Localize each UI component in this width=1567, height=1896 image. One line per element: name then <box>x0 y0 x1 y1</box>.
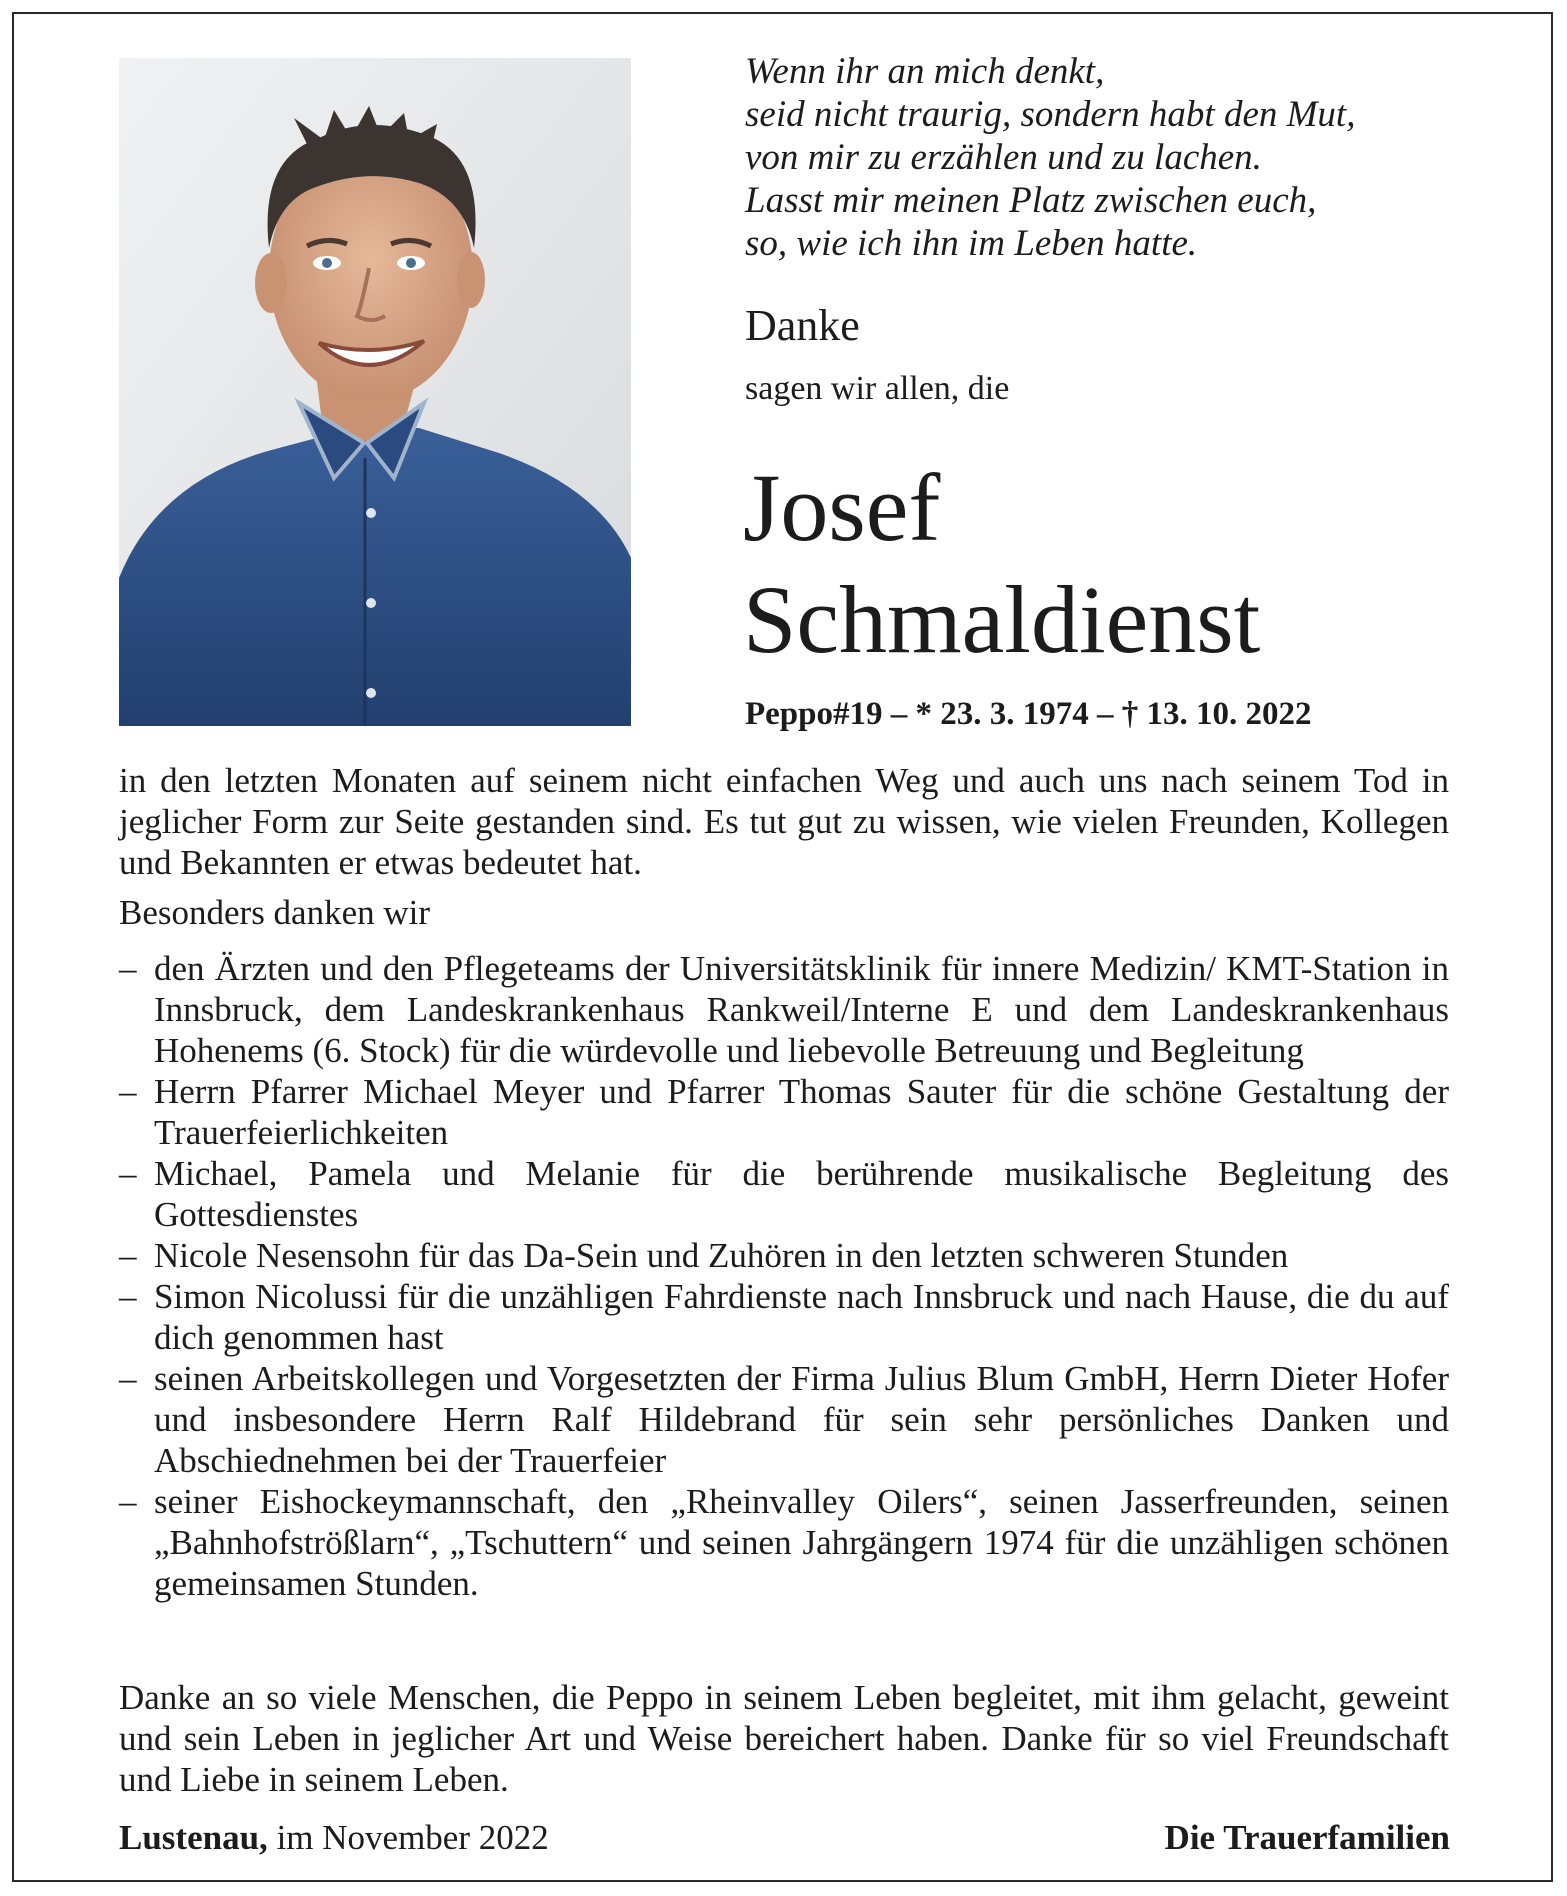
intro-paragraph: in den letzten Monaten auf seinem nicht einfachen Weg und auch uns nach seinem Tod in jeglicher Form zur Seite gestanden sind. Es tut gut zu wissen, wie vielen Freunden, Kollegen und Bekannten er etwas bedeutet hat. <box>119 761 1449 882</box>
footer-signature: Die Trauerfamilien <box>1164 1818 1450 1857</box>
list-item <box>119 948 1449 1071</box>
poem <box>745 50 1525 265</box>
thanks-list <box>119 948 1449 1604</box>
first-name: Josef <box>743 454 941 561</box>
poem-line: Lasst mir meinen Platz zwischen euch, <box>745 180 1317 221</box>
list-item-text: den Ärzten und den Pflegeteams der Universitätsklinik für innere Medizin/ KMT-Station in Innsbruck, dem Landeskrankenhaus Rankweil/Interne E und dem Landeskrankenhaus Hohenems (6. Stock) für die würdevolle und liebevolle Betreuung und Begleitung <box>154 949 1449 1070</box>
list-item <box>119 1071 1449 1153</box>
list-item <box>119 1276 1449 1358</box>
list-item <box>119 1153 1449 1235</box>
list-item-text: Simon Nicolussi für die unzähligen Fahrdienste nach Innsbruck und nach Hause, die du auf dich genommen hast <box>154 1277 1449 1357</box>
poem-line: von mir zu erzählen und zu lachen. <box>745 137 1262 178</box>
outro-paragraph: Danke an so viele Menschen, die Peppo in seinem Leben begleitet, mit ihm gelacht, geweint und sein Leben in jeglicher Art und Weise bereichert haben. Danke für so viel Freundschaft und Liebe in seinem Leben. <box>119 1678 1449 1799</box>
list-item-text: Herrn Pfarrer Michael Meyer und Pfarrer Thomas Sauter für die schöne Gestaltung der Trauerfeierlichkeiten <box>154 1072 1449 1152</box>
poem-line: Wenn ihr an mich denkt, <box>745 51 1105 92</box>
dash: – <box>119 1154 137 1193</box>
list-item <box>119 1235 1449 1276</box>
dash: – <box>119 1359 137 1398</box>
list-item <box>119 1481 1449 1604</box>
sagen-line: sagen wir allen, die <box>745 370 1010 407</box>
footer-place-date <box>119 1818 549 1858</box>
portrait-photo <box>119 58 631 726</box>
dash: – <box>119 1236 137 1275</box>
danke-heading: Danke <box>745 301 860 350</box>
dash: – <box>119 949 137 988</box>
list-item-text: seiner Eishockeymannschaft, den „Rheinvalley Oilers“, seinen Jasserfreunden, seinen „Bahnhofströßlarn“, „Tschuttern“ und seinen Jahrgängern 1974 für die unzähligen schönen gemeinsamen Stunden. <box>154 1482 1449 1603</box>
list-item-text: Michael, Pamela und Melanie für die berührende musikalische Begleitung des Gottesdienstes <box>154 1154 1449 1234</box>
last-name: Schmaldienst <box>743 566 1261 673</box>
dash: – <box>119 1277 137 1316</box>
poem-line: so, wie ich ihn im Leben hatte. <box>745 223 1198 264</box>
life-dates: Peppo#19 – * 23. 3. 1974 – † 13. 10. 2022 <box>745 696 1312 732</box>
portrait-illustration <box>119 58 631 726</box>
dash: – <box>119 1482 137 1521</box>
poem-line: seid nicht traurig, sondern habt den Mut, <box>745 94 1356 135</box>
dash: – <box>119 1072 137 1111</box>
list-item-text: Nicole Nesensohn für das Da-Sein und Zuhören in den letzten schweren Stunden <box>154 1236 1289 1275</box>
besonders-line: Besonders danken wir <box>119 893 431 932</box>
footer-place: Lustenau, <box>119 1818 268 1857</box>
footer-date: im November 2022 <box>276 1818 549 1857</box>
deceased-name <box>743 452 1260 676</box>
list-item <box>119 1358 1449 1481</box>
list-item-text: seinen Arbeitskollegen und Vorgesetzten der Firma Julius Blum GmbH, Herrn Dieter Hofer und insbesondere Herrn Ralf Hildebrand für sein sehr persönliches Danken und Abschiednehmen bei der Trauerfeier <box>154 1359 1449 1480</box>
